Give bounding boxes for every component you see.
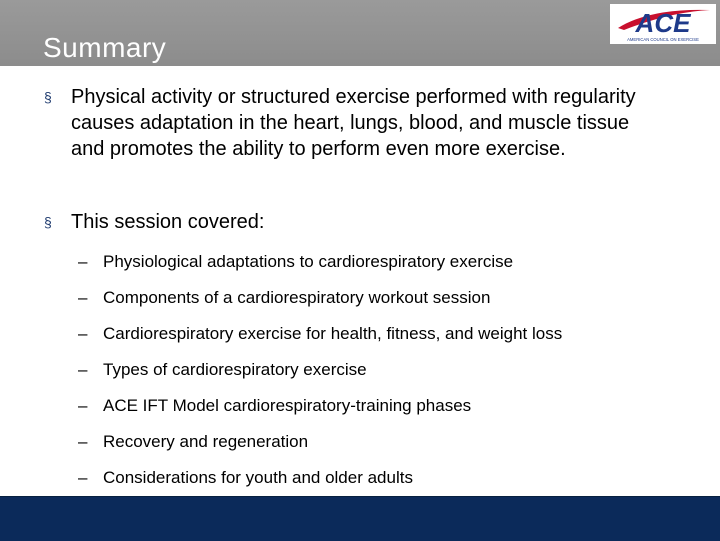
- sub-dash: –: [78, 468, 88, 487]
- sub-text: Physiological adaptations to cardiorespiratory exercise: [103, 252, 514, 271]
- sub-dash: –: [78, 288, 88, 307]
- footer-bar: [0, 496, 720, 541]
- sub-dash: –: [78, 252, 88, 271]
- sub-text: Components of a cardiorespiratory workout session: [103, 288, 491, 307]
- sub-text: Recovery and regeneration: [103, 432, 309, 451]
- sub-dash: –: [78, 324, 88, 343]
- sub-text: ACE IFT Model cardiorespiratory-training phases: [103, 396, 472, 415]
- sub-dash: –: [78, 360, 88, 379]
- bullet-text: This session covered:: [71, 211, 265, 233]
- ace-logo: [610, 4, 716, 44]
- bullet-text: Physical activity or structured exercise performed with regularity causes adaptation in the heart, lungs, blood, and muscle tissue and promotes the ability to perform even more exercise.: [71, 86, 636, 160]
- sub-text: Cardiorespiratory exercise for health, fitness, and weight loss: [103, 324, 563, 343]
- logo-wordmark: ACE: [635, 8, 691, 38]
- slide-title: Summary: [43, 32, 167, 63]
- sub-text: Considerations for youth and older adults: [103, 468, 413, 487]
- sub-text: Types of cardiorespiratory exercise: [103, 360, 367, 379]
- sub-dash: –: [78, 432, 88, 451]
- logo-tagline: AMERICAN COUNCIL ON EXERCISE: [627, 37, 699, 42]
- bullet-marker: §: [44, 89, 52, 105]
- sub-dash: –: [78, 396, 88, 415]
- bullet-marker: §: [44, 214, 52, 230]
